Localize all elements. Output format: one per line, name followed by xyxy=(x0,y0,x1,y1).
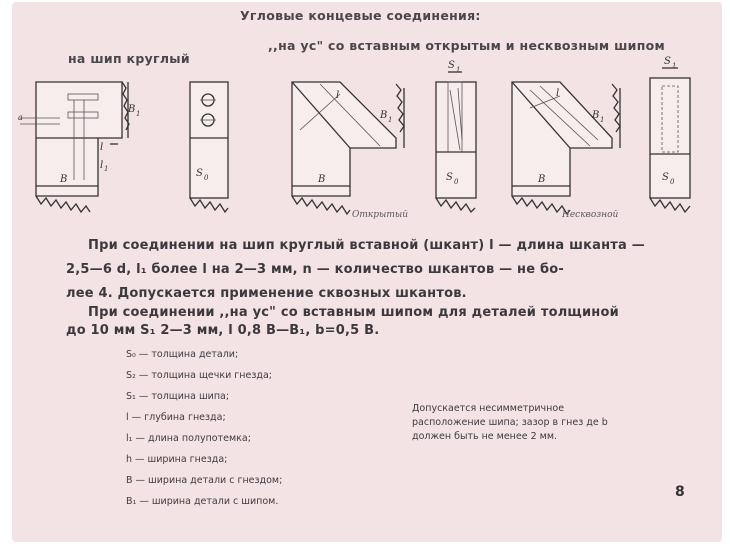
svg-text:S: S xyxy=(196,168,203,179)
svg-text:1: 1 xyxy=(672,62,677,70)
svg-text:1: 1 xyxy=(456,66,461,74)
paragraph-line-2: 2,5—6 d, l₁ более l на 2—3 мм, n — количество шкантов — не бо- xyxy=(66,262,564,277)
svg-text:1: 1 xyxy=(600,116,605,124)
svg-text:a: a xyxy=(18,113,23,122)
svg-text:l: l xyxy=(556,88,560,99)
legend-item: B₁ — ширина детали с шипом. xyxy=(126,496,279,507)
miter-open-front-view xyxy=(292,82,404,214)
svg-text:B: B xyxy=(380,110,388,121)
right-subtitle: ,,на ус" со вставным открытым и несквозным шипом xyxy=(268,38,666,53)
svg-text:l: l xyxy=(100,142,104,153)
svg-text:l: l xyxy=(100,160,104,171)
svg-text:0: 0 xyxy=(670,178,675,186)
svg-text:S: S xyxy=(664,56,671,67)
page-number: 8 xyxy=(675,484,685,500)
svg-text:S: S xyxy=(448,60,455,71)
svg-text:1: 1 xyxy=(136,110,141,118)
note-text: Допускается несимметричное расположение шипа; зазор в гнез де b должен быть не менее 2 мм. xyxy=(412,403,608,442)
legend-item: S₂ — толщина щечки гнезда; xyxy=(126,370,272,381)
paragraph-line-5: до 10 мм S₁ 2—3 мм, l 0,8 B—B₁, b=0,5 B. xyxy=(66,323,380,338)
svg-text:0: 0 xyxy=(204,174,209,182)
svg-text:S: S xyxy=(662,172,669,183)
round-tenon-side-view xyxy=(190,82,228,212)
svg-text:B: B xyxy=(60,174,68,185)
legend-item: l — глубина гнезда; xyxy=(126,412,226,423)
round-tenon-front-view xyxy=(18,82,140,212)
miter-open-side-view xyxy=(436,60,476,212)
svg-text:B: B xyxy=(538,174,546,185)
svg-text:B: B xyxy=(128,104,136,115)
svg-text:S: S xyxy=(446,172,453,183)
svg-text:l: l xyxy=(336,90,340,101)
svg-text:1: 1 xyxy=(388,116,393,124)
paragraph-line-3: лее 4. Допускается применение сквозных шкантов. xyxy=(66,286,467,301)
caption-open: Открытый xyxy=(352,210,409,220)
caption-blind: Несквозной xyxy=(562,210,619,220)
page-title: Угловые концевые соединения: xyxy=(240,8,481,23)
left-subtitle: на шип круглый xyxy=(68,51,190,66)
paragraph-line-1: При соединении на шип круглый вставной (шкант) l — длина шканта — xyxy=(88,238,645,253)
svg-text:B: B xyxy=(318,174,326,185)
miter-blind-front-view xyxy=(512,82,620,214)
legend-item: B — ширина детали с гнездом; xyxy=(126,475,283,486)
svg-text:1: 1 xyxy=(104,165,109,173)
legend-item: l₁ — длина полупотемка; xyxy=(126,433,251,444)
legend-item: S₀ — толщина детали; xyxy=(126,349,239,360)
legend-item: h — ширина гнезда; xyxy=(126,454,228,465)
paragraph-line-4: При соединении ,,на ус" со вставным шипом для деталей толщиной xyxy=(88,305,619,320)
svg-text:B: B xyxy=(592,110,600,121)
miter-blind-side-view xyxy=(650,56,690,212)
legend-item: S₁ — толщина шипа; xyxy=(126,391,230,402)
svg-text:0: 0 xyxy=(454,178,459,186)
